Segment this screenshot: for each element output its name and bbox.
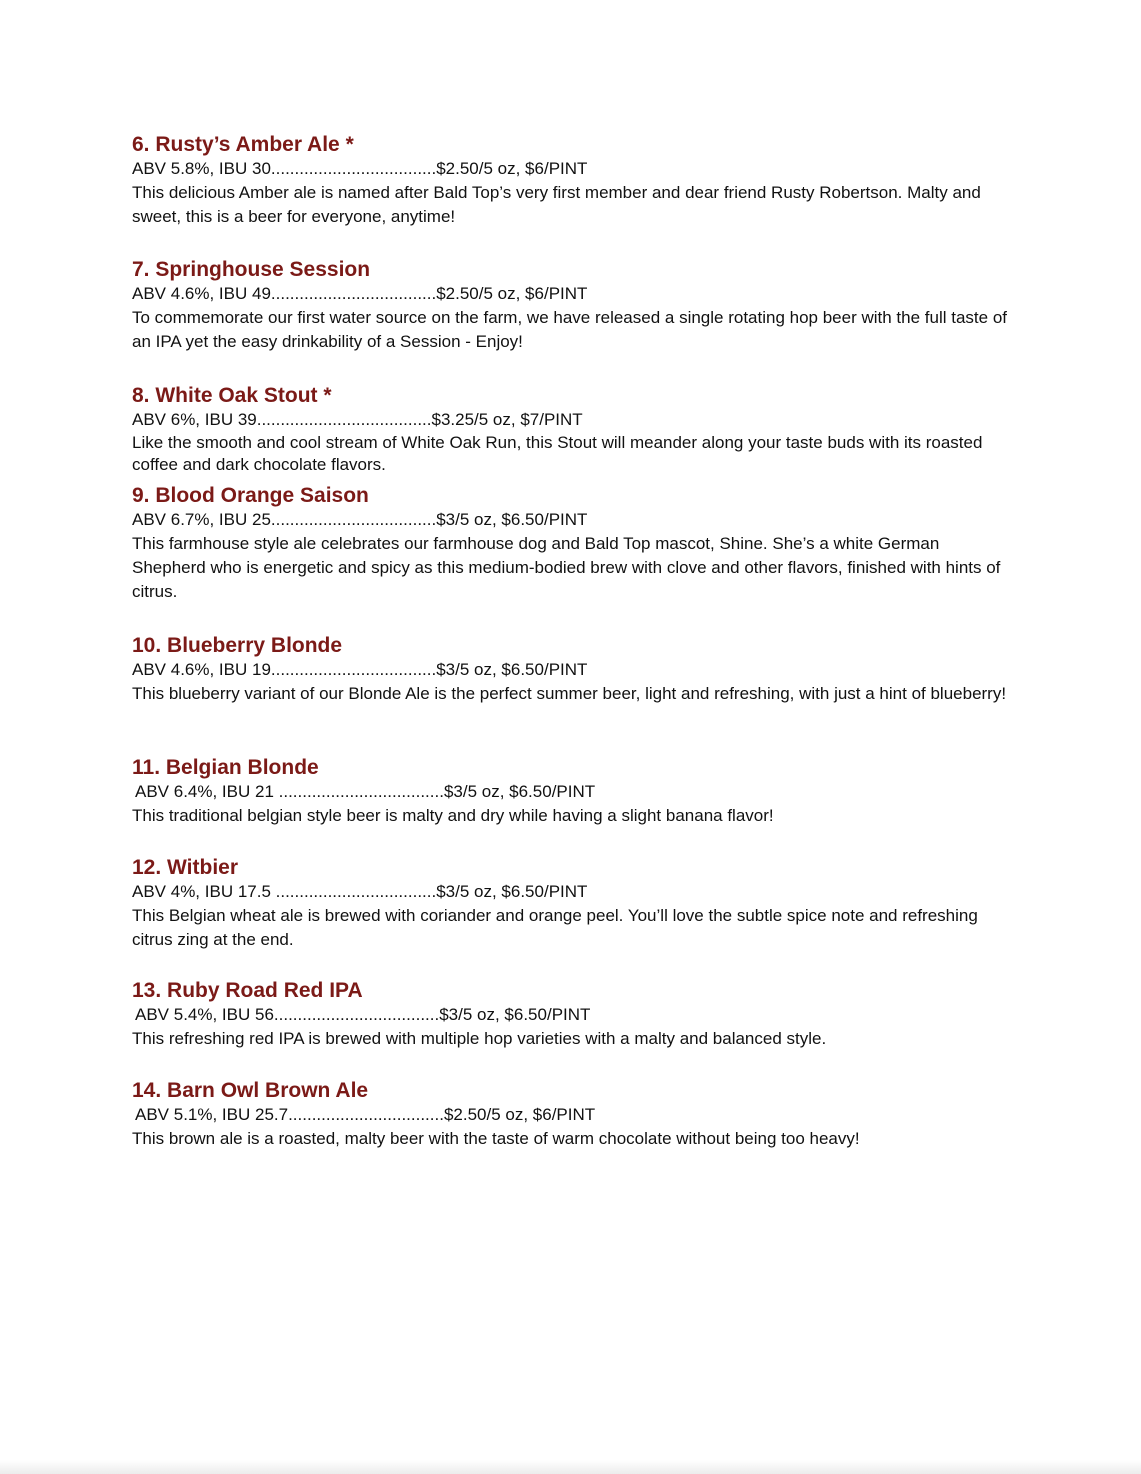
beer-name: 12. Witbier — [132, 856, 239, 879]
beer-name: 6. Rusty’s Amber Ale * — [132, 133, 354, 156]
beer-name: 10. Blueberry Blonde — [132, 634, 343, 657]
beer-description: This Belgian wheat ale is brewed with coriander and orange peel. You’ll love the subtle spice note and refreshing citrus zing at the end. — [132, 906, 978, 949]
beer-abv-ibu-price: ABV 6%, IBU 39.....................................$3.25/5 oz, $7/PINT — [132, 410, 583, 429]
beer-abv-ibu-price: ABV 5.1%, IBU 25.7.................................$2.50/5 oz, $6/PINT — [135, 1105, 596, 1124]
beer-description: This delicious Amber ale is named after Bald Top’s very first member and dear friend Rusty Robertson. Malty and sweet, this is a beer for everyone, anytime! — [132, 183, 981, 226]
beer-abv-ibu-price: ABV 5.8%, IBU 30...................................$2.50/5 oz, $6/PINT — [132, 159, 588, 178]
beer-name: 8. White Oak Stout * — [132, 384, 332, 407]
beer-name: 11. Belgian Blonde — [132, 756, 319, 779]
beer-entry-blueberry-blonde — [132, 634, 1012, 706]
beer-entry-white-oak-stout — [132, 384, 1012, 476]
beer-name: 9. Blood Orange Saison — [132, 484, 369, 507]
beer-description: This farmhouse style ale celebrates our farmhouse dog and Bald Top mascot, Shine. She’s a white German Shepherd who is energetic and spicy as this medium-bodied brew with clove and other flavors, finished with hints of citrus. — [132, 534, 1001, 601]
beer-description: This traditional belgian style beer is malty and dry while having a slight banana flavor! — [132, 806, 774, 825]
beer-entry-blood-orange-saison — [132, 484, 1012, 604]
beer-description: This blueberry variant of our Blonde Ale is the perfect summer beer, light and refreshing, with just a hint of blueberry! — [132, 684, 1007, 703]
page-bottom-edge — [0, 1460, 1141, 1474]
beer-abv-ibu-price: ABV 6.4%, IBU 21 ...................................$3/5 oz, $6.50/PINT — [135, 782, 596, 801]
beer-description: To commemorate our first water source on the farm, we have released a single rotating hop beer with the full taste of an IPA yet the easy drinkability of a Session - Enjoy! — [132, 308, 1007, 351]
beer-entry-barn-owl-brown-ale — [132, 1079, 1012, 1151]
beer-description: This brown ale is a roasted, malty beer with the taste of warm chocolate without being too heavy! — [132, 1129, 860, 1148]
beer-description: This refreshing red IPA is brewed with multiple hop varieties with a malty and balanced style. — [132, 1029, 827, 1048]
beer-abv-ibu-price: ABV 5.4%, IBU 56...................................$3/5 oz, $6.50/PINT — [135, 1005, 591, 1024]
beer-name: 13. Ruby Road Red IPA — [132, 979, 363, 1002]
beer-name: 7. Springhouse Session — [132, 258, 371, 281]
beer-name: 14. Barn Owl Brown Ale — [132, 1079, 369, 1102]
beer-abv-ibu-price: ABV 4.6%, IBU 49...................................$2.50/5 oz, $6/PINT — [132, 284, 588, 303]
beer-abv-ibu-price: ABV 4%, IBU 17.5 ..................................$3/5 oz, $6.50/PINT — [132, 882, 588, 901]
beer-entry-springhouse-session — [132, 258, 1012, 354]
beer-entry-rustys-amber-ale — [132, 133, 1012, 229]
beer-abv-ibu-price: ABV 4.6%, IBU 19...................................$3/5 oz, $6.50/PINT — [132, 660, 588, 679]
beer-abv-ibu-price: ABV 6.7%, IBU 25...................................$3/5 oz, $6.50/PINT — [132, 510, 588, 529]
beer-description: Like the smooth and cool stream of White Oak Run, this Stout will meander along your taste buds with its roasted coffee and dark chocolate flavors. — [132, 433, 983, 474]
beer-entry-ruby-road-red-ipa — [132, 979, 1012, 1051]
beer-entry-belgian-blonde — [132, 756, 1012, 828]
beer-entry-witbier — [132, 856, 1012, 952]
